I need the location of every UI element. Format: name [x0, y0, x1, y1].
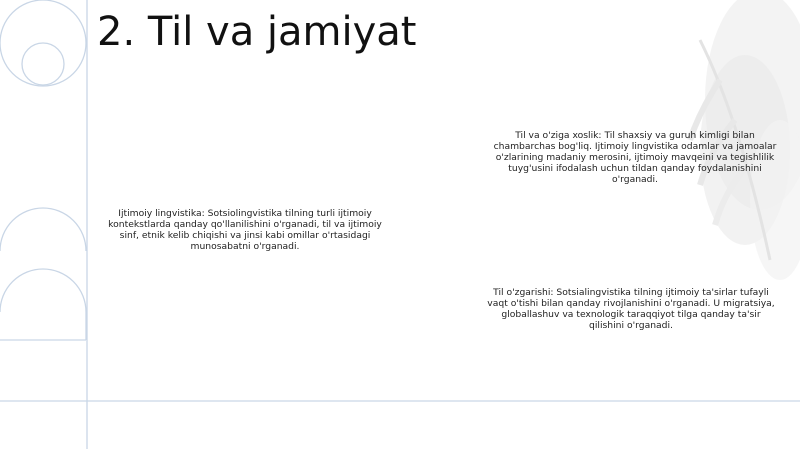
text-block-social-linguistics: Ijtimoiy lingvistika: Sotsiolingvistika tilning turli ijtimoiy kontekstlarda qanday qo'llanilishini o'rganadi, til va ijtimoiy sinf, etnik kelib chiqishi va jinsi kabi omillar o'rtasidagi munosabatni o'rganadi. — [108, 208, 382, 252]
lower-arch-outline — [0, 269, 86, 340]
text-block-language-identity: Til va o'ziga xoslik: Til shaxsiy va guruh kimligi bilan chambarchas bog'liq. Ijtimoiy lingvistika odamlar va jamoalar o'zlarining madaniy merosini, ijtimoiy mavqeini va tegishlilik tuyg'usini ifodalash uchun tildan qanday foydalanishini o'rganadi. — [493, 130, 777, 185]
slide-title: 2. Til va jamiyat — [97, 9, 417, 55]
small-circle-outline — [22, 43, 64, 85]
upper-arch-outline — [0, 208, 86, 251]
text-block-language-change: Til o'zgarishi: Sotsialingvistika tilning ijtimoiy ta'sirlar tufayli vaqt o'tishi bilan qanday rivojlanishini o'rganadi. U migratsiya, globallashuv va texnologik taraqqiyot tilga qanday ta'sir qilishini o'rganadi. — [487, 287, 775, 331]
